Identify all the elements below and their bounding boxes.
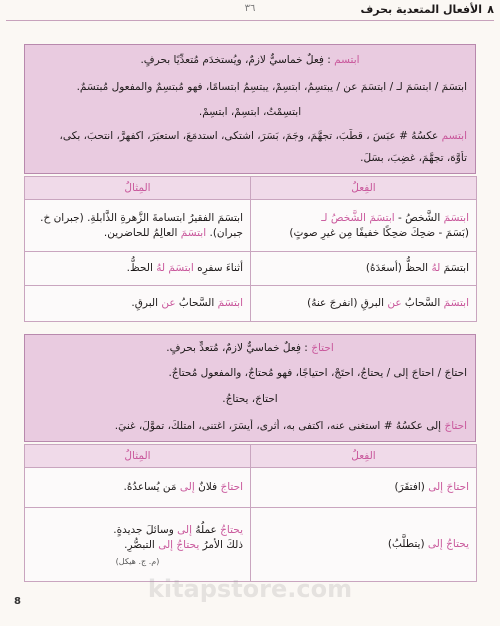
section2-intro: احتاجَ : فِعلٌ خماسيٌّ لازمٌ، مُتعدٍّ بحرفٍ. <box>166 342 334 354</box>
section1-antonyms: ابتسم عكسُهُ # عبَسَ ، قطَّبَ، تجهَّمَ، وجَمَ، بَسَرَ، اشتكى، استدمَعَ، استعبَرَ، اكفهرَّ، انتحبَ، بكى، <box>59 130 467 142</box>
citation: (م. ج. هيكل) <box>115 557 160 566</box>
table2-row1-verb: احتاجَ إلى (افتقَرَ) <box>251 468 477 508</box>
header-rule <box>6 20 494 21</box>
watermark: kitapstore.com <box>147 575 353 603</box>
section1-antonyms-cont: تأوَّهَ، تجهَّمَ، غضِبَ، بسَلَ. <box>360 152 467 164</box>
table1-header-verb: الفِعلُ <box>251 177 477 200</box>
table-ibtasama <box>24 176 477 322</box>
table-row <box>25 508 477 582</box>
table-row <box>25 200 477 252</box>
header-page-number: ٣٦ <box>244 3 256 14</box>
table-row <box>25 468 477 508</box>
chapter-number: ٨ <box>487 3 494 16</box>
table2-header-example: المِثالُ <box>25 445 251 468</box>
chapter-title: الأفعال المتعدية بحرف <box>360 3 482 16</box>
table1-row3-verb: ابتسَمَ السَّحابُ عن البرقِ (انفرجَ عنهُ) <box>251 286 477 322</box>
table2-header-verb: الفِعلُ <box>251 445 477 468</box>
table1-row2-example: أثناءَ سفرِه ابتسَمَ لهُ الحظُّ. <box>25 252 251 286</box>
section1-imperative: ابتسِمْتُ، ابتسِمْ، ابتسِمْ. <box>198 106 302 118</box>
page-header <box>0 0 500 24</box>
table1-row2-verb: ابتسَمَ لهُ الحظُّ (أسعَدَهُ) <box>251 252 477 286</box>
section1-forms: ابتسَمَ / ابتسَمَ لـ / ابتسَمَ عن / يبتسِمُ، ابتسِمْ، يبتسِمُ ابتسامًا، فهو مُبتسِمٌ والمفعول مُبتسَمٌ. <box>76 81 467 93</box>
section2-imperative: احتاجَ، يحتاجُ. <box>222 393 278 405</box>
table-ihtaja <box>24 444 477 582</box>
page-number: 8 <box>14 596 21 607</box>
section2-forms: احتاجَ / احتاجَ إلى / يحتاجُ، احتَجْ، احتياجًا، فهو مُحتاجٌ، والمفعول مُحتاجٌ. <box>168 367 467 379</box>
table1-header-example: المِثالُ <box>25 177 251 200</box>
section2-antonyms: احتاجَ إلى عكسُهُ # استغنى عنه، اكتفى به، أثرى، أيسَرَ، اغتنى، امتلكَ، تموَّلَ، غنيَ. <box>114 420 467 432</box>
table1-row3-example: ابتسَمَ السَّحابُ عن البرقِ. <box>25 286 251 322</box>
section-box-ihtaja <box>24 334 476 442</box>
table1-row1-example: ابتسَمَ الفقيرُ ابتسامةَ الزَّهرةِ الذَّابلةِ. (جبران خ. جبران). ابتسَمَ العالِمُ للحاضرين. <box>25 200 251 252</box>
table2-row1-example: احتاجَ فلانٌ إلى مَن يُساعدُهُ. <box>25 468 251 508</box>
table-row <box>25 252 477 286</box>
section-box-ibtasama <box>24 44 476 174</box>
section1-intro: ابتسم : فِعلٌ خماسيٌّ لازمٌ، ويُستخدَم مُتعدِّيًا بحرفٍ. <box>140 54 360 66</box>
table2-row2-example: يحتاجُ عملُهُ إلى وسائلَ جديدةٍ. ذلكَ الأمرُ يحتاجُ إلى التبصُّرِ. (م. ج. هيكل) <box>25 508 251 582</box>
table1-row1-verb: ابتسَمَ الشَّخصُ - ابتسَمَ الشَّخصُ لـ (بَسَمَ - ضحِكَ ضحِكًا خفيفًا مِن غيرِ صوتٍ) <box>251 200 477 252</box>
table2-row2-verb: يحتاجُ إلى (يتطلَّبُ) <box>251 508 477 582</box>
table-row <box>25 286 477 322</box>
